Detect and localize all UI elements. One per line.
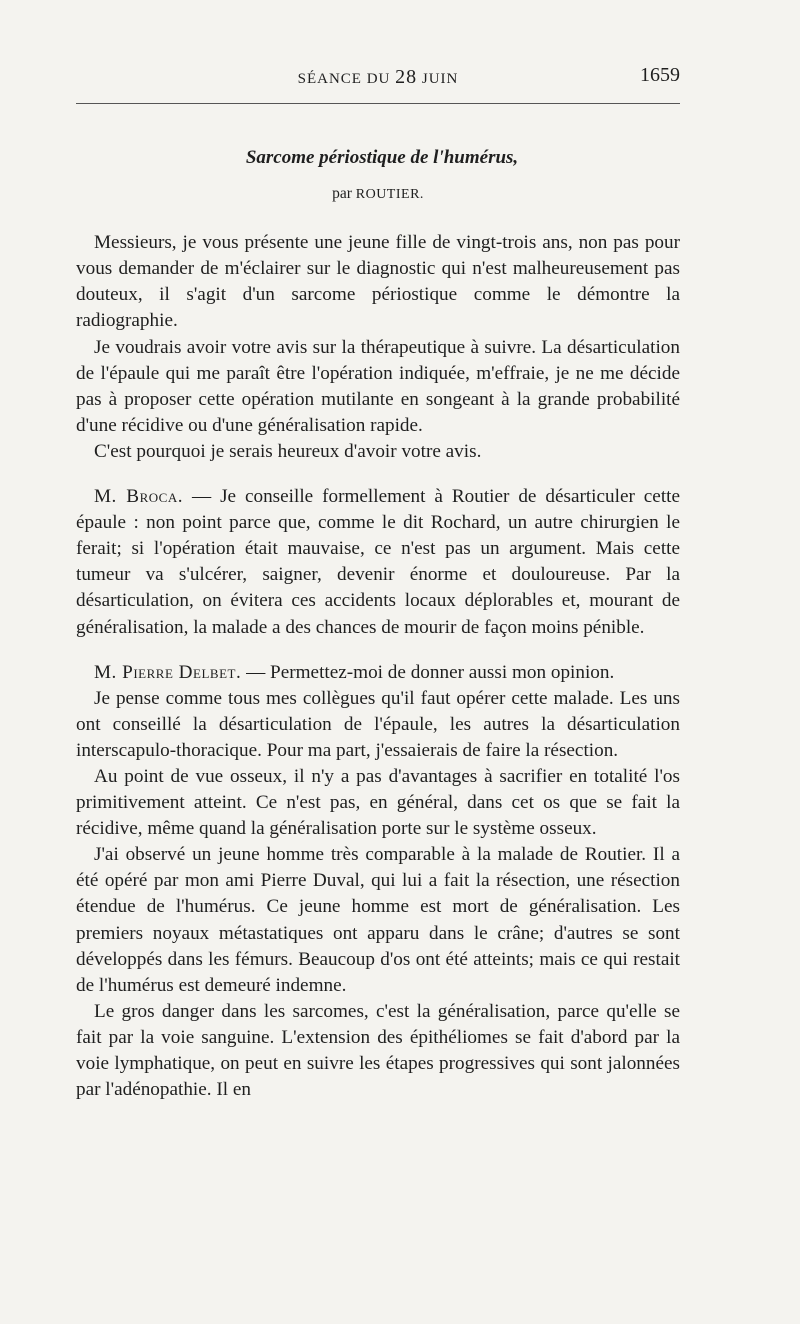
byline-prefix: par: [332, 185, 352, 203]
paragraph: Messieurs, je vous présente une jeune fille de vingt-trois ans, non pas pour vous demander de m'éclairer sur le diagnostic qui n'est malheureusement pas douteux, il s'agit d'un sarcome périostique comme le démontre la radiographie.: [76, 232, 680, 332]
running-head-prefix: SÉANCE DU: [297, 71, 391, 87]
author-name: ROUTIER.: [355, 187, 424, 203]
article-title: Sarcome périostique de l'humérus,: [245, 147, 519, 168]
paragraph-delbet: [76, 660, 680, 686]
header-rule: [76, 103, 680, 104]
running-head-title: [76, 66, 680, 89]
speaker-name: M. Pierre Delbet.: [94, 661, 242, 683]
paragraph: C'est pourquoi je serais heureux d'avoir votre avis.: [94, 440, 482, 462]
paragraph: Le gros danger dans les sarcomes, c'est la généralisation, parce qu'elle se fait par la voie sanguine. L'extension des épithéliomes se fait d'abord par la voie lymphatique, on peut en suivre les étapes progressives qui sont jalonnées par l'adénopathie. Il en: [76, 1000, 680, 1101]
paragraph-text: — Je conseille formellement à Routier de désarticuler cette épaule : non point parce que, comme le dit Rochard, un autre chirurgien le ferait; si l'opération était mauvaise, ce n'est pas un argument. Mais cette tumeur va s'ulcérer, saigner, devenir énorme et douloureuse. Par la désarticulation, on évitera ces accidents locaux déplorables et, mourant de généralisation, la malade a des chances de mourir de façon moins pénible.: [76, 486, 681, 638]
byline: [76, 181, 680, 208]
paragraph: Je voudrais avoir votre avis sur la thérapeutique à suivre. La désarticulation de l'épaule qui me paraît être l'opération indiquée, m'effraie, je ne me décide pas à proposer cette opération mutilante en songeant à la grande probabilité d'une récidive ou d'une généralisation rapide.: [76, 336, 680, 436]
running-head-day: 28: [395, 66, 418, 88]
running-head: [76, 64, 680, 90]
paragraph: Au point de vue osseux, il n'y a pas d'avantages à sacrifier en totalité l'os primitivement atteint. Ce n'est pas, en général, dans cet os que se fait la récidive, même quand la généralisation porte sur le système osseux.: [76, 765, 680, 840]
page-number: 1659: [640, 64, 680, 86]
paragraph: Je pense comme tous mes collègues qu'il faut opérer cette malade. Les uns ont conseillé la désarticulation de l'épaule, les autres la désarticulation interscapulo-thoracique. Pour ma part, j'essaierais de faire la résection.: [76, 687, 680, 761]
paragraph-broca: [76, 484, 680, 641]
running-head-month: JUIN: [421, 71, 459, 87]
paragraph-text: — Permettez-moi de donner aussi mon opinion.: [241, 661, 615, 683]
paragraph: J'ai observé un jeune homme très comparable à la malade de Routier. Il a été opéré par mon ami Pierre Duval, qui lui a fait la résection, une résection étendue de l'humérus. Ce jeune homme est mort de généralisation. Les premiers noyaux métastatiques ont apparu dans le crâne; d'autres se sont développés dans les fémurs. Beaucoup d'os ont été atteints; mais ce qui restait de l'humérus est demeuré indemne.: [76, 844, 680, 996]
speaker-name: M. Broca.: [94, 486, 184, 508]
page-body: [76, 145, 680, 1103]
